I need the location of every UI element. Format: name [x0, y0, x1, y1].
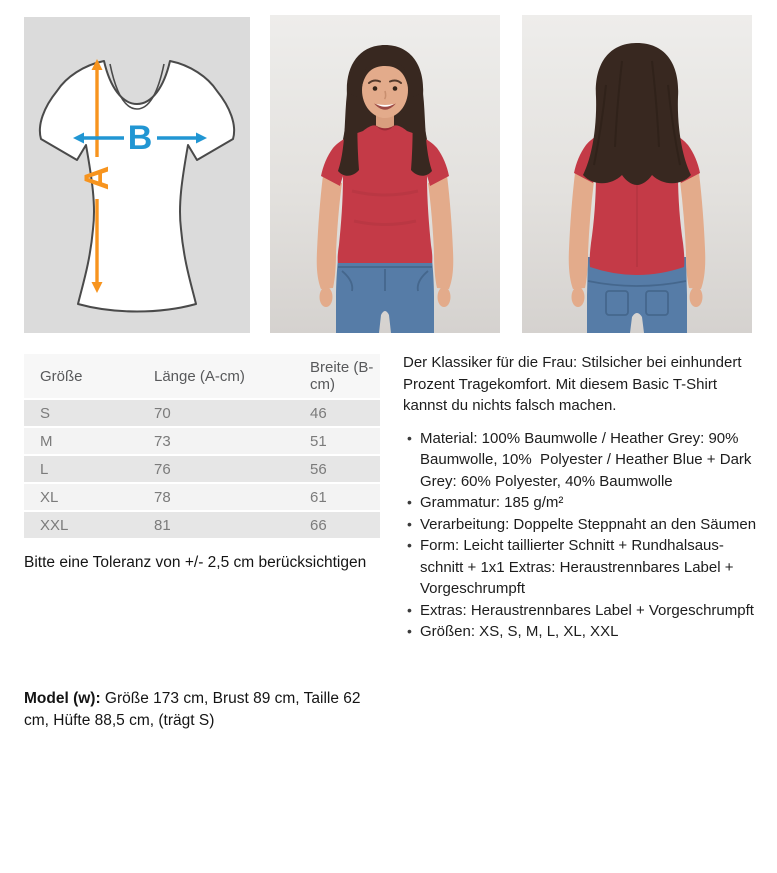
description-bullet — [420, 621, 760, 643]
right-eye — [393, 86, 398, 91]
model-note-label: Model (w): — [24, 690, 101, 707]
size-info-column — [24, 352, 380, 732]
left-eye — [373, 86, 378, 91]
bullet-text: Grammatur: 185 g/m² — [420, 494, 564, 511]
table-row — [24, 484, 380, 510]
cell-size: S — [24, 400, 138, 426]
cell-size: XXL — [24, 512, 138, 538]
cell-size: M — [24, 428, 138, 454]
tshirt-measurement-diagram — [24, 17, 250, 333]
description-bullet — [420, 535, 760, 600]
description-bullet — [420, 600, 760, 622]
header-size: Größe — [24, 354, 138, 398]
label-a: A — [78, 165, 116, 191]
tshirt-outline — [40, 61, 234, 312]
cell-length: 76 — [138, 456, 294, 482]
model-back-illustration — [522, 15, 752, 333]
header-width: Breite (B-cm) — [294, 354, 380, 398]
cell-length: 81 — [138, 512, 294, 538]
cell-width: 51 — [294, 428, 380, 454]
product-description-column — [403, 352, 760, 732]
table-row — [24, 428, 380, 454]
model-measurements-note — [24, 688, 380, 732]
label-b: B — [127, 119, 153, 157]
cell-width: 61 — [294, 484, 380, 510]
bullet-text: Material: 100% Baumwolle / Heather Grey: 90% Baumwolle, 10% Polyester / Heather Blue + Dark Grey: 60% Polyester, 40% Baumwolle — [420, 429, 752, 490]
model-note-text: Größe 173 cm, Brust 89 cm, Taille 62 cm, Hüfte 88,5 cm, (trägt S) — [24, 690, 361, 729]
bullet-text: Form: Leicht taillierter Schnitt + Rundhalsausschnitt + 1x1 Extras: Heraustrennbares Label + Vorgeschrumpft — [420, 537, 734, 597]
size-table-header-row — [24, 354, 380, 398]
header-length: Länge (A-cm) — [138, 354, 294, 398]
model-front-photo[interactable] — [270, 15, 500, 333]
description-intro: Der Klassiker für die Frau: Stilsicher bei einhundert Prozent Tragekomfort. Mit diesem Basic T-Shirt kannst du nichts falsch machen. — [403, 354, 742, 414]
product-info — [24, 352, 760, 732]
bullet-text: Größen: XS, S, M, L, XL, XXL — [420, 623, 619, 640]
cell-width: 66 — [294, 512, 380, 538]
size-table — [24, 352, 380, 540]
cell-size: L — [24, 456, 138, 482]
description-bullet — [420, 514, 760, 536]
cell-size: XL — [24, 484, 138, 510]
model-back-photo[interactable] — [522, 15, 752, 333]
bullet-text: Verarbeitung: Doppelte Steppnaht an den Säumen — [420, 515, 757, 533]
size-diagram-image[interactable] — [24, 17, 250, 333]
table-row — [24, 512, 380, 538]
cell-length: 73 — [138, 428, 294, 454]
cell-length: 78 — [138, 484, 294, 510]
tolerance-note: Bitte eine Toleranz von +/- 2,5 cm berücksichtigen — [24, 554, 367, 571]
table-row — [24, 456, 380, 482]
bullet-text: Extras: Heraustrennbares Label + Vorgeschrumpft — [420, 601, 754, 619]
model-front-illustration — [270, 15, 500, 333]
description-bullet-list — [403, 428, 760, 643]
table-row — [24, 400, 380, 426]
description-bullet — [420, 428, 760, 493]
description-bullet — [420, 492, 760, 514]
cell-width: 56 — [294, 456, 380, 482]
cell-width: 46 — [294, 400, 380, 426]
cell-length: 70 — [138, 400, 294, 426]
